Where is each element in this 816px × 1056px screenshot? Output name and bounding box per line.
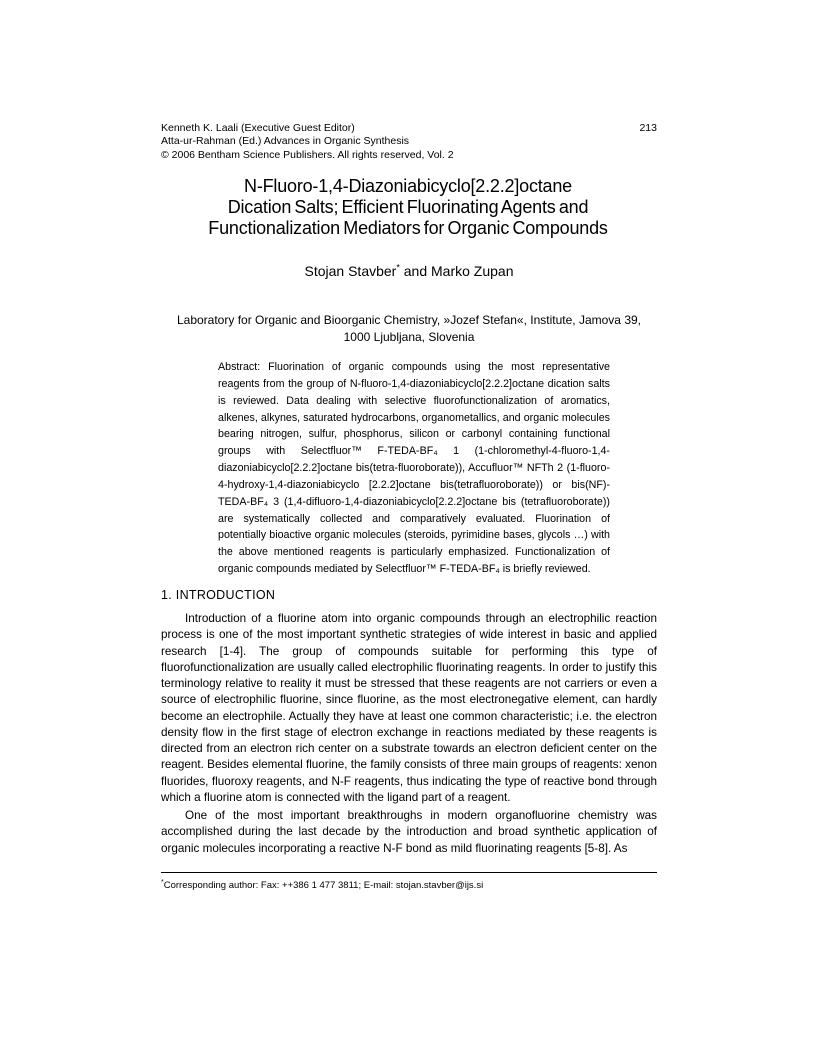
authors-line <box>131 263 687 280</box>
header-row <box>161 122 657 135</box>
corresponding-author-footnote <box>161 880 657 892</box>
introduction-paragraph-1: Introduction of a fluorine atom into organic compounds through an electrophilic reaction process is one of the most important synthetic strategies of wide interest in basic and applied research [1-4]. The group of compounds suitable for performing this type of fluorofunctionalization are usually called electrophilic fluorinating reagents. In order to justify this terminology relative to reality it must be stressed that these reagents are not carriers or even a source of electrophilic fluorine, since fluorine, as the most electronegative element, can hardly become an electrophile. Actually they have at least one common characteristic; i.e. the electron density flow in the first stage of electron exchange in reactions mediated by these reagents is directed from an electron rich center on a substrate towards an electron deficient center on the reagent. Besides elemental fluorine, the family consists of three main groups of reagents: xenon fluorides, fluoroxy reagents, and N-F reagents, thus indicating the type of reactive bond through which a fluorine atom is connected with the ligand part of a reagent. <box>161 612 657 804</box>
affiliation <box>131 312 687 346</box>
section-heading-introduction: 1. INTRODUCTION <box>161 588 276 602</box>
authors-rest: and Marko Zupan <box>399 263 514 279</box>
abstract-text: Fluorination of organic compounds using the most representative reagents from the group of N-fluoro-1,4-diazoniabicyclo[2.2.2]octane dication salts is reviewed. Data dealing with selective fluorofunctionalization of aromatics, alkenes, alkynes, saturated hydrocarbons, organometallics, and organic molecules bearing nitrogen, sulfur, phosphorus, silicon or carbonyl containing functional groups with Selectfluor™ F-TEDA-BF₄ 1 (1-chloromethyl-4-fluoro-1,4-diazoniabicyclo[2.2.2]octane bis(tetra-fluoroborate)), Accufluor™ NFTh 2 (1-fluoro-4-hydroxy-1,4-diazoniabicyclo [2.2.2]octane bis(tetrafluoroborate)) or bis(NF)-TEDA-BF₄ 3 (1,4-difluoro-1,4-diazoniabicyclo[2.2.2]octane bis (tetrafluoroborate)) are systematically collected and comparatively evaluated. Fluorination of potentially bioactive organic molecules (steroids, pyrimidine bases, glycols …) with the above mentioned reagents is particularly emphasized. Functionalization of organic compounds mediated by Selectfluor™ F-TEDA-BF₄ is briefly reviewed. <box>218 361 610 576</box>
header-series-line: Atta-ur-Rahman (Ed.) Advances in Organic Synthesis <box>161 135 410 148</box>
author-name: Stojan Stavber <box>304 263 397 279</box>
footnote-text: Corresponding author: Fax: ++386 1 477 3811; E-mail: stojan.stavber@ijs.si <box>163 880 484 891</box>
article-title-line2: Dication Salts; Efficient Fluorinating Agents and <box>227 197 589 217</box>
running-header <box>161 122 657 162</box>
header-copyright-line: © 2006 Bentham Science Publishers. All rights reserved, Vol. 2 <box>161 148 454 161</box>
footnote-divider <box>161 872 657 873</box>
abstract <box>218 359 610 578</box>
article-title-line1: N-Fluoro-1,4-Diazoniabicyclo[2.2.2]octane <box>244 176 572 196</box>
header-editor-line: Kenneth K. Laali (Executive Guest Editor) <box>161 122 355 134</box>
page-number: 213 <box>639 122 657 134</box>
affiliation-line2: 1000 Ljubljana, Slovenia <box>343 330 475 344</box>
article-title <box>120 176 696 239</box>
affiliation-line1: Laboratory for Organic and Bioorganic Chemistry, »Jozef Stefan«, Institute, Jamova 39, <box>176 313 641 327</box>
article-title-line3: Functionalization Mediators for Organic Compounds <box>208 218 608 238</box>
introduction-paragraph-2: One of the most important breakthroughs in modern organofluorine chemistry was accomplished during the last decade by the introduction and broad synthetic application of organic molecules incorporating a reactive N-F bond as mild fluorinating reagents [5-8]. As <box>161 809 657 855</box>
abstract-label: Abstract: <box>218 361 261 373</box>
footnote-mark: * <box>161 878 164 886</box>
corresponding-author-mark: * <box>396 262 400 273</box>
